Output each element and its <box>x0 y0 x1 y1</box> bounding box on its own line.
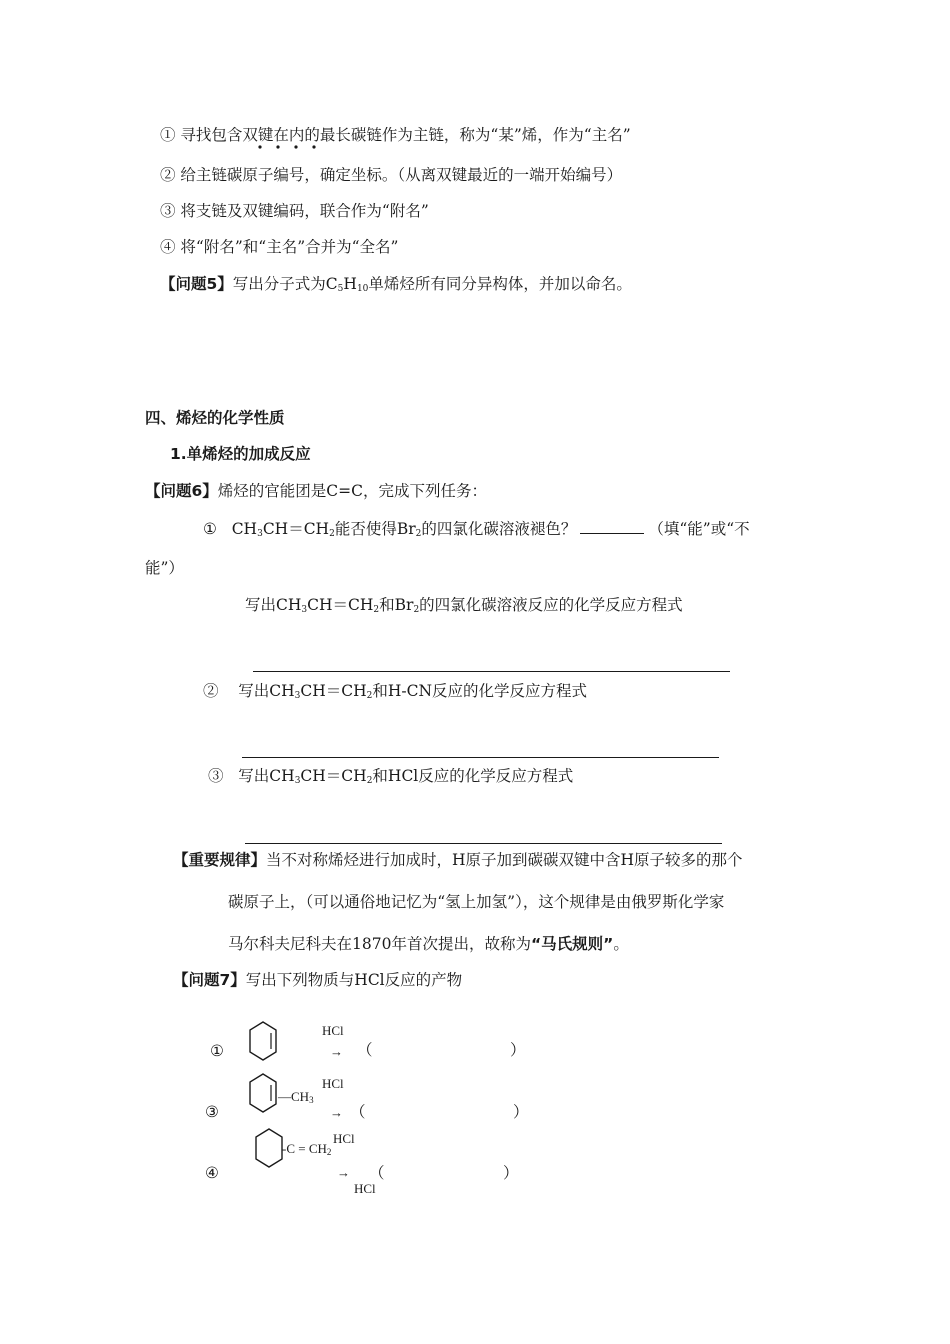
reaction-arrow-2: → <box>330 1105 343 1120</box>
question-7: 【问题7】写出下列物质与HCl反应的产物 <box>173 971 463 989</box>
reagent-label-3-top: HCl <box>333 1131 355 1146</box>
reaction-2-number: ③ <box>205 1103 219 1121</box>
question-5: 【问题5】写出分子式为$C_5H_{10}$单烯烃所有同分异构体，并加以命名。 <box>160 275 632 294</box>
answer-line-2[interactable] <box>242 757 719 758</box>
rule-step-2: ② 给主链碳原子编号，确定坐标。（从离双键最近的一端开始编号） <box>160 166 623 184</box>
product-open-paren-3: （ <box>369 1164 385 1182</box>
question-7-label: 【问题7】 <box>173 971 246 989</box>
section-4-subtitle: 1.单烯烃的加成反应 <box>170 445 311 463</box>
question-6-item-1-continued: 能”） <box>145 559 184 577</box>
emphasis-dots <box>256 143 326 151</box>
product-open-paren-1: （ <box>357 1041 373 1059</box>
rule-step-1: ① 寻找包含双键在内的最长碳链作为主链，称为“某”烯，作为“主名” <box>160 126 631 144</box>
reagent-label-1: HCl <box>322 1023 344 1038</box>
rule-step-4: ④ 将“附名”和“主名”合并为“全名” <box>160 238 399 256</box>
reaction-3-number: ④ <box>205 1164 219 1182</box>
product-close-paren-3: ） <box>503 1164 519 1182</box>
important-rule-line-3: 马尔科夫尼科夫在1870年首次提出，故称为“马氏规则”。 <box>228 935 629 953</box>
reagent-label-2: HCl <box>322 1076 344 1091</box>
product-close-paren-1: ） <box>510 1041 526 1059</box>
important-rule-line-2: 碳原子上，（可以通俗地记忆为“氢上加氢”），这个规律是由俄罗斯化学家 <box>228 893 725 911</box>
question-6-label: 【问题6】 <box>145 482 218 500</box>
fill-in-blank[interactable] <box>580 517 644 534</box>
methyl-group-label: $—CH_3$ <box>278 1089 314 1105</box>
reagent-label-3-bottom: HCl <box>354 1181 376 1196</box>
important-rule-line-1: 【重要规律】当不对称烯烃进行加成时，H原子加到碳碳双键中含H原子较多的那个 <box>173 851 743 869</box>
question-6-item-1b: 写出$CH_3CH=CH_2$和$Br_2$的四氯化碳溶液反应的化学反应方程式 <box>245 596 683 615</box>
rule-step-3: ③ 将支链及双键编码，联合作为“附名” <box>160 202 429 220</box>
reaction-1-number: ① <box>210 1042 224 1060</box>
answer-line-1[interactable] <box>253 671 730 672</box>
product-close-paren-2: ） <box>513 1103 529 1121</box>
question-6-item-2: ② 写出$CH_3CH=CH_2$和H-CN反应的化学反应方程式 <box>203 682 588 701</box>
reaction-arrow-1: → <box>330 1044 343 1059</box>
reaction-arrow-3: → <box>337 1165 350 1180</box>
methylcyclohexene-structure <box>248 1072 280 1116</box>
question-6-item-1: ① $CH_3CH=CH_2$能否使得$Br_2$的四氯化碳溶液褪色？ （填“能”或“不 <box>203 517 750 545</box>
section-4-title: 四、烯烃的化学性质 <box>145 409 285 427</box>
question-6-item-3: ③ 写出$CH_3CH=CH_2$和HCl反应的化学反应方程式 <box>208 767 574 786</box>
important-rule-label: 【重要规律】 <box>173 851 267 869</box>
question-6: 【问题6】烯烃的官能团是C=C，完成下列任务： <box>145 482 488 500</box>
answer-line-3[interactable] <box>245 843 722 844</box>
vinyl-group-label: $-C = CH_2$ <box>282 1141 332 1157</box>
product-open-paren-2: （ <box>350 1103 366 1121</box>
question-5-label: 【问题5】 <box>160 275 233 293</box>
emphasis-dots-svg <box>256 143 326 151</box>
cyclohexene-structure <box>248 1020 280 1064</box>
